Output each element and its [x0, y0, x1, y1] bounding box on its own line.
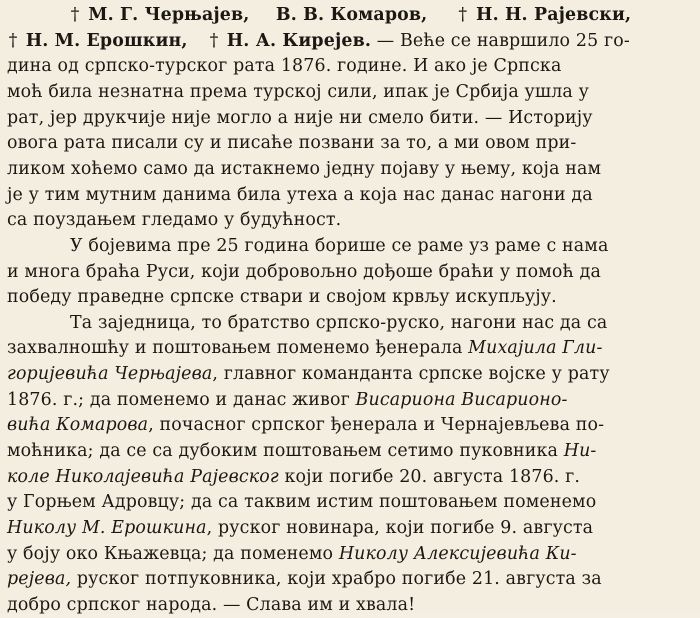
text-line-11: и многа браћа Руси, који добровољно дођоше браћи у помоћ да: [7, 262, 601, 282]
text-line-1: [68, 2, 680, 28]
text-segment: , главног команданта српске војске у рату: [212, 364, 610, 384]
cross-symbol: †: [8, 31, 18, 51]
text-line-3: дина од српско-турског рата 1876. године. И ако је Српска: [7, 56, 562, 76]
text-segment: захвалношћу и поштовањем поменемо ђенерала: [7, 338, 469, 358]
text-segment: 1876. г.; да поменемо и данас живог: [7, 390, 356, 410]
text-segment: руског потпуковника, који храбро погибе 21. августа за: [71, 569, 602, 589]
name-raevski: Н. Н. Рајевски,: [475, 5, 632, 25]
text-line-6: овога рата писали су и писаће позвани за то, а ми овом при-: [7, 133, 577, 153]
italic-name: коле Николајевића Рајевског: [7, 467, 279, 487]
text-segment: који погибе 20. августа 1876. г.: [278, 467, 581, 487]
cross-symbol: †: [458, 5, 468, 25]
text-segment: моћника; да се са дубоким поштовањем сетимо пуковника: [7, 441, 564, 461]
text-line-5: рат, јер друкчије није могло а није ни смело бити. — Историју: [7, 108, 593, 128]
italic-name: Ни-: [563, 441, 597, 461]
text-line-15: [7, 361, 610, 387]
text-segment: — Веће се навршило 25 го-: [376, 31, 630, 51]
text-line-2: [6, 28, 690, 54]
text-line-23: [7, 566, 602, 592]
italic-name: Висариона Висарионо-: [355, 390, 568, 410]
name-eroshkin: Н. М. Ерошкин,: [25, 31, 188, 51]
text-segment: , почасног српског ђенерала и Чернајевљева по-: [148, 415, 605, 435]
italic-name: горијевића Черњајева: [7, 364, 213, 384]
name-komarov: В. В. Комаров,: [275, 5, 428, 25]
name-kireev: Н. А. Кирејев.: [226, 31, 372, 51]
text-segment: у боју око Књажевца; да поменемо: [7, 544, 339, 564]
italic-name: Николу М. Ерошкина: [7, 518, 207, 538]
text-line-4: моћ била незнатна према турској сили, ипак је Србија ушла у: [7, 82, 589, 102]
text-line-14: [7, 335, 603, 361]
italic-name: Николу Алексијевића Ки-: [338, 544, 577, 564]
cross-symbol: †: [70, 5, 80, 25]
text-line-17: [7, 412, 604, 438]
text-line-13: Та заједница, то братство српско-руско, нагони нас да са: [70, 313, 608, 333]
text-line-8: је у тим мутним данима била утеха а која нас данас нагони да: [7, 185, 593, 205]
italic-name: вића Комарова: [7, 415, 149, 435]
text-line-24: добро српског народа. — Слава им и хвала!: [7, 595, 416, 615]
text-line-19: [7, 464, 580, 490]
name-chernyaev: М. Г. Черњајев,: [88, 5, 250, 25]
italic-name: Михајила Гли-: [468, 338, 603, 358]
text-line-21: [7, 515, 593, 541]
text-line-9: са поуздањем гледамо у будућност.: [7, 210, 342, 230]
text-line-22: [7, 541, 577, 567]
cross-symbol: †: [209, 31, 219, 51]
text-line-12: победу праведне српске ствари и својом крвљу искупљују.: [7, 287, 557, 307]
italic-name: рејева,: [7, 569, 72, 589]
text-line-16: [7, 387, 567, 413]
text-line-18: [7, 438, 596, 464]
text-line-7: ликом хоћемо само да истакнемо једну појаву у њему, која нам: [7, 159, 602, 179]
text-segment: , руског новинара, који погибе 9. августа: [206, 518, 594, 538]
text-line-10: У бојевима пре 25 година боришe се раме уз раме с нама: [70, 236, 609, 256]
text-line-20: у Горњем Адровцу; да са таквим истим поштовањем поменемо: [7, 492, 597, 512]
